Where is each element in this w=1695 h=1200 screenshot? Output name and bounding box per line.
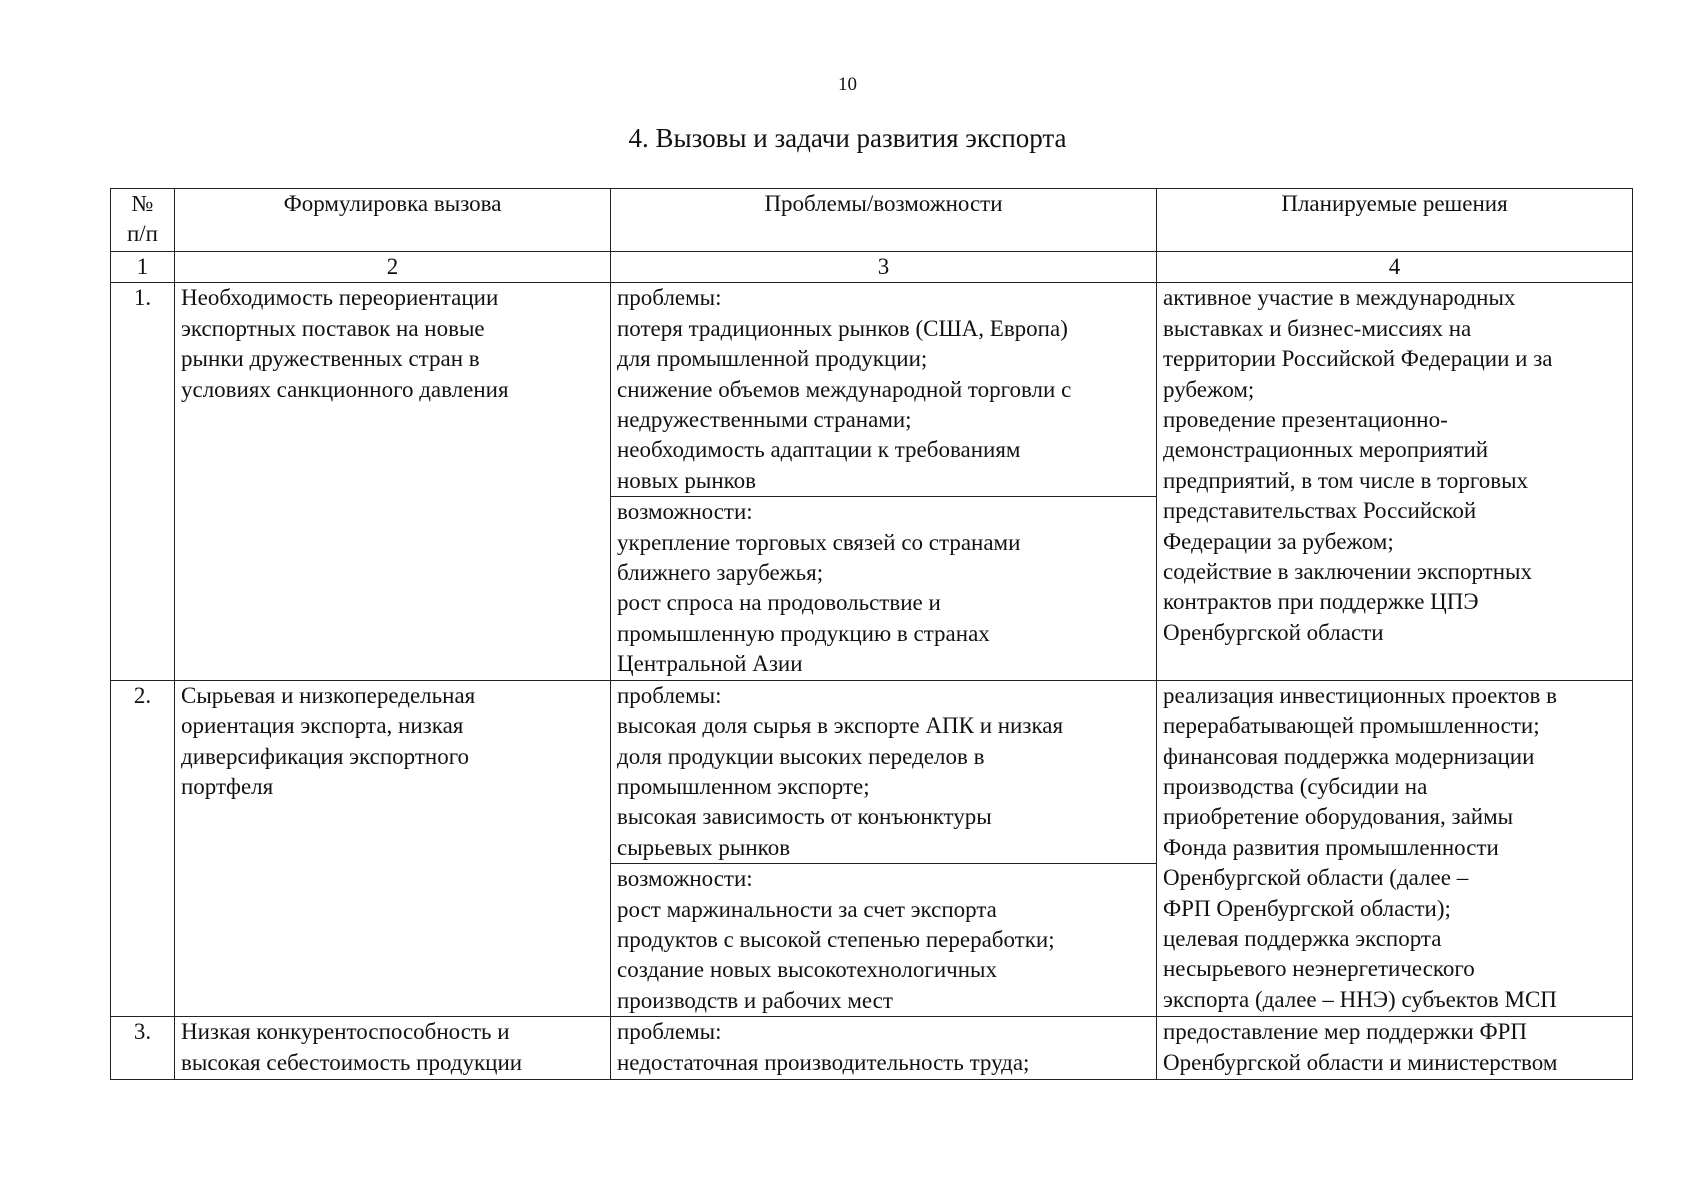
text-line: рубежом; bbox=[1163, 376, 1255, 402]
text-line: реализация инвестиционных проектов в bbox=[1163, 682, 1557, 708]
text-line: территории Российской Федерации и за bbox=[1163, 346, 1553, 372]
text-line: высокая доля сырья в экспорте АПК и низкая bbox=[617, 713, 1064, 739]
text-line: экспортных поставок на новые bbox=[181, 315, 485, 341]
text-line: доля продукции высоких переделов в bbox=[617, 743, 985, 769]
challenge-cell bbox=[175, 283, 611, 680]
header-number-line: п/п bbox=[126, 221, 158, 247]
text-line: сырьевых рынков bbox=[617, 834, 791, 860]
text-line: высокая зависимость от конъюнктуры bbox=[617, 804, 992, 830]
row-number: 3. bbox=[111, 1017, 175, 1080]
text-line: экспорта (далее – ННЭ) субъектов МСП bbox=[1163, 986, 1557, 1012]
text-line: промышленную продукцию в странах bbox=[617, 620, 990, 646]
header-solutions: Планируемые решения bbox=[1157, 189, 1633, 252]
text-line: Оренбургской области bbox=[1163, 619, 1384, 645]
text-line: недостаточная производительность труда; bbox=[617, 1049, 1030, 1075]
solutions-cell bbox=[1157, 680, 1633, 1016]
page-number: 10 bbox=[838, 74, 857, 95]
text-line: ближнего зарубежья; bbox=[617, 560, 824, 586]
table-row bbox=[111, 1017, 1633, 1080]
header-number-line: № bbox=[131, 191, 154, 216]
column-number-row bbox=[111, 252, 1633, 283]
text-line: демонстрационных мероприятий bbox=[1163, 437, 1489, 463]
problems-opportunities-cell bbox=[611, 1017, 1157, 1080]
problems-block bbox=[611, 681, 1156, 863]
text-line: целевая поддержка экспорта bbox=[1163, 925, 1442, 951]
challenge-cell bbox=[175, 1017, 611, 1080]
text-line: создание новых высокотехнологичных bbox=[617, 957, 997, 983]
text-line: рынки дружественных стран в bbox=[181, 346, 480, 372]
problems-opportunities-cell bbox=[611, 283, 1157, 680]
text-line: ориентация экспорта, низкая bbox=[181, 713, 464, 739]
text-line: недружественными странами; bbox=[617, 407, 912, 433]
header-challenge: Формулировка вызова bbox=[175, 189, 611, 252]
text-line: рост маржинальности за счет экспорта bbox=[617, 896, 997, 922]
text-line: продуктов с высокой степенью переработки; bbox=[617, 926, 1055, 952]
header-problems: Проблемы/возможности bbox=[611, 189, 1157, 252]
challenges-table bbox=[110, 188, 1633, 1080]
text-line: проблемы: bbox=[617, 285, 722, 311]
text-line: потеря традиционных рынков (США, Европа) bbox=[617, 315, 1068, 341]
text-line: контрактов при поддержке ЦПЭ bbox=[1163, 589, 1479, 615]
column-number: 3 bbox=[611, 252, 1157, 283]
text-line: Федерации за рубежом; bbox=[1163, 528, 1394, 554]
text-line: производств и рабочих мест bbox=[617, 987, 893, 1013]
text-line: необходимость адаптации к требованиям bbox=[617, 437, 1021, 463]
text-line: Сырьевая и низкопередельная bbox=[181, 682, 476, 708]
text-line: новых рынков bbox=[617, 467, 756, 493]
header-row bbox=[111, 189, 1633, 252]
row-number: 1. bbox=[111, 283, 175, 680]
section-title: 4. Вызовы и задачи развития экспорта bbox=[628, 123, 1067, 153]
problems-opportunities-cell bbox=[611, 680, 1157, 1016]
text-line: для промышленной продукции; bbox=[617, 346, 928, 372]
text-line: Центральной Азии bbox=[617, 651, 803, 677]
text-line: проблемы: bbox=[617, 1019, 722, 1045]
opportunities-block bbox=[611, 496, 1156, 679]
column-number: 1 bbox=[111, 252, 175, 283]
text-line: Фонда развития промышленности bbox=[1163, 834, 1499, 860]
text-line: содействие в заключении экспортных bbox=[1163, 559, 1532, 585]
text-line: возможности: bbox=[617, 499, 753, 525]
text-line: Необходимость переориентации bbox=[181, 285, 499, 311]
opportunities-block bbox=[611, 863, 1156, 1016]
header-number bbox=[111, 189, 175, 252]
text-line: Оренбургской области и министерством bbox=[1163, 1049, 1558, 1075]
text-line: промышленном экспорте; bbox=[617, 773, 870, 799]
text-line: условиях санкционного давления bbox=[181, 376, 509, 402]
solutions-cell bbox=[1157, 1017, 1633, 1080]
text-line: высокая себестоимость продукции bbox=[181, 1049, 523, 1075]
text-line: возможности: bbox=[617, 866, 753, 892]
column-number: 2 bbox=[175, 252, 611, 283]
text-line: производства (субсидии на bbox=[1163, 773, 1428, 799]
text-line: выставках и бизнес-миссиях на bbox=[1163, 315, 1472, 341]
text-line: проблемы: bbox=[617, 682, 722, 708]
row-number: 2. bbox=[111, 680, 175, 1016]
text-line: ФРП Оренбургской области); bbox=[1163, 895, 1451, 921]
text-line: диверсификация экспортного bbox=[181, 743, 470, 769]
text-line: Низкая конкурентоспособность и bbox=[181, 1019, 510, 1045]
text-line: активное участие в международных bbox=[1163, 285, 1516, 311]
column-number: 4 bbox=[1157, 252, 1633, 283]
text-line: портфеля bbox=[181, 773, 274, 799]
challenge-cell bbox=[175, 680, 611, 1016]
problems-block bbox=[611, 283, 1156, 496]
text-line: приобретение оборудования, займы bbox=[1163, 804, 1514, 830]
solutions-cell bbox=[1157, 283, 1633, 680]
text-line: Оренбургской области (далее – bbox=[1163, 865, 1469, 891]
text-line: несырьевого неэнергетического bbox=[1163, 956, 1475, 982]
text-line: укрепление торговых связей со странами bbox=[617, 529, 1021, 555]
table-row bbox=[111, 680, 1633, 1016]
text-line: рост спроса на продовольствие и bbox=[617, 590, 941, 616]
table-row bbox=[111, 283, 1633, 680]
text-line: финансовая поддержка модернизации bbox=[1163, 743, 1535, 769]
text-line: представительствах Российской bbox=[1163, 498, 1477, 524]
text-line: проведение презентационно- bbox=[1163, 407, 1448, 433]
text-line: снижение объемов международной торговли с bbox=[617, 376, 1072, 402]
text-line: предприятий, в том числе в торговых bbox=[1163, 467, 1529, 493]
text-line: предоставление мер поддержки ФРП bbox=[1163, 1019, 1528, 1045]
text-line: перерабатывающей промышленности; bbox=[1163, 713, 1540, 739]
